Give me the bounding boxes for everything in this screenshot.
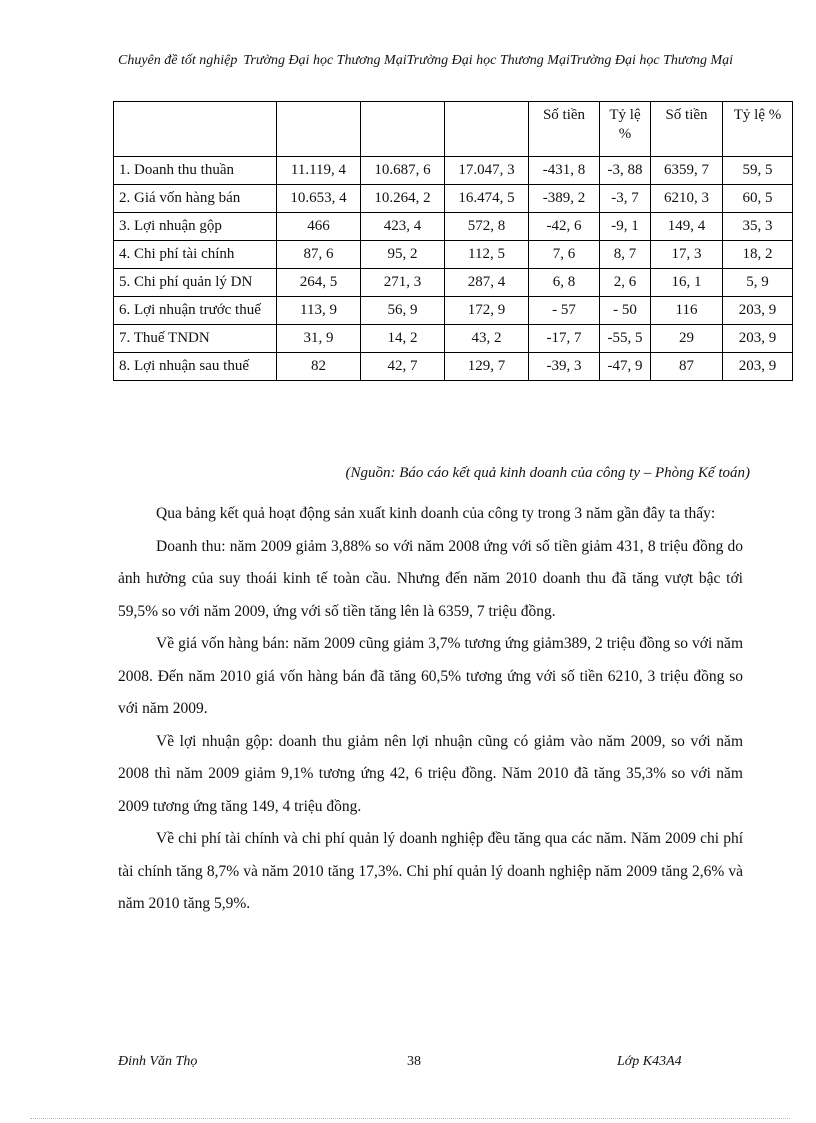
table-cell: -39, 3 — [529, 353, 600, 381]
paragraph-cogs: Về giá vốn hàng bán: năm 2009 cũng giảm 3,7% tương ứng giảm389, 2 triệu đồng so với năm 2008. Đến năm 2010 giá vốn hàng bán đã tăng 60,5% tương ứng với số tiền 6210, 3 triệu đồng so với năm 2009. — [118, 635, 743, 717]
table-cell: 423, 4 — [361, 213, 445, 241]
table-row — [114, 157, 793, 185]
table-cell: 116 — [651, 297, 723, 325]
table-row — [114, 269, 793, 297]
table-cell: -55, 5 — [600, 325, 651, 353]
table-cell: 29 — [651, 325, 723, 353]
table-cell: 10.653, 4 — [277, 185, 361, 213]
page-header — [118, 53, 816, 69]
analysis-text — [118, 498, 743, 921]
table-cell: -389, 2 — [529, 185, 600, 213]
table-cell: -42, 6 — [529, 213, 600, 241]
table-cell: 43, 2 — [445, 325, 529, 353]
table-row — [114, 353, 793, 381]
table-header-cell — [277, 102, 361, 157]
table-cell: -3, 88 — [600, 157, 651, 185]
paragraph-revenue: Doanh thu: năm 2009 giảm 3,88% so với năm 2008 ứng với số tiền giảm 431, 8 triệu đồng do ảnh hưởng của suy thoái kinh tế toàn cầu. Nhưng đến năm 2010 doanh thu đã tăng vượt bậc tới 59,5% so với năm 2009, ứng với số tiền tăng lên là 6359, 7 triệu đồng. — [118, 537, 743, 620]
table-cell: 10.687, 6 — [361, 157, 445, 185]
table-cell: 172, 9 — [445, 297, 529, 325]
table-header-cell — [445, 102, 529, 157]
table-row — [114, 325, 793, 353]
table-cell: 10.264, 2 — [361, 185, 445, 213]
table-cell: 17, 3 — [651, 241, 723, 269]
table-cell: 60, 5 — [723, 185, 793, 213]
row-label-cell: 6. Lợi nhuận trước thuế — [114, 297, 277, 325]
table-cell: 129, 7 — [445, 353, 529, 381]
table-cell: 2, 6 — [600, 269, 651, 297]
table-cell: 59, 5 — [723, 157, 793, 185]
table-cell: - 50 — [600, 297, 651, 325]
header-thesis-title: Chuyên đề tốt nghiệp — [118, 53, 238, 68]
table-header-cell — [114, 102, 277, 157]
page-bottom-divider — [30, 1118, 790, 1119]
table-cell: -9, 1 — [600, 213, 651, 241]
row-label-cell: 3. Lợi nhuận gộp — [114, 213, 277, 241]
footer-page-number: 38 — [407, 1054, 421, 1069]
table-row — [114, 213, 793, 241]
table-cell: 31, 9 — [277, 325, 361, 353]
table-cell: - 57 — [529, 297, 600, 325]
table-cell: 5, 9 — [723, 269, 793, 297]
row-label-cell: 4. Chi phí tài chính — [114, 241, 277, 269]
table-header-cell: Tỷ lệ % — [600, 102, 651, 157]
table-cell: 18, 2 — [723, 241, 793, 269]
table-cell: 203, 9 — [723, 325, 793, 353]
table-cell: 35, 3 — [723, 213, 793, 241]
table-cell: 287, 4 — [445, 269, 529, 297]
table-cell: 87 — [651, 353, 723, 381]
table-body — [114, 102, 793, 381]
table-cell: 8, 7 — [600, 241, 651, 269]
table-cell: 56, 9 — [361, 297, 445, 325]
table-cell: 95, 2 — [361, 241, 445, 269]
table-cell: 87, 6 — [277, 241, 361, 269]
table-cell: 271, 3 — [361, 269, 445, 297]
table-cell: 6359, 7 — [651, 157, 723, 185]
table-cell: 17.047, 3 — [445, 157, 529, 185]
business-results-table — [113, 101, 793, 381]
footer-author: Đinh Văn Thọ — [118, 1054, 198, 1069]
table-cell: -3, 7 — [600, 185, 651, 213]
row-label-cell: 5. Chi phí quản lý DN — [114, 269, 277, 297]
table-cell: 16, 1 — [651, 269, 723, 297]
table-cell: 149, 4 — [651, 213, 723, 241]
table-cell: 6, 8 — [529, 269, 600, 297]
paragraph-gross-profit: Về lợi nhuận gộp: doanh thu giảm nên lợi nhuận cũng có giảm vào năm 2009, so với năm 2008 thì năm 2009 giảm 9,1% tương ứng 42, 6 triệu đồng. Năm 2010 đã tăng 35,3% so với năm 2009 tương ứng tăng 149, 4 triệu đồng. — [118, 732, 743, 815]
table-cell: 203, 9 — [723, 297, 793, 325]
row-label-cell: 7. Thuế TNDN — [114, 325, 277, 353]
table-source-note: (Nguồn: Báo cáo kết quả kinh doanh của công ty – Phòng Kế toán) — [345, 465, 750, 481]
table-cell: 264, 5 — [277, 269, 361, 297]
table-cell: 7, 6 — [529, 241, 600, 269]
table-cell: 82 — [277, 353, 361, 381]
table-cell: 42, 7 — [361, 353, 445, 381]
table-cell: -431, 8 — [529, 157, 600, 185]
table-cell: 113, 9 — [277, 297, 361, 325]
row-label-cell: 1. Doanh thu thuần — [114, 157, 277, 185]
paragraph-intro: Qua bảng kết quả hoạt động sản xuất kinh doanh của công ty trong 3 năm gần đây ta thấy: — [156, 505, 716, 522]
table-cell: 6210, 3 — [651, 185, 723, 213]
table-header-cell — [361, 102, 445, 157]
table-header-cell: Số tiền — [529, 102, 600, 157]
table-cell: -17, 7 — [529, 325, 600, 353]
table-cell: 11.119, 4 — [277, 157, 361, 185]
table-cell: 112, 5 — [445, 241, 529, 269]
table-row — [114, 241, 793, 269]
table-cell: 572, 8 — [445, 213, 529, 241]
table-header-cell: Số tiền — [651, 102, 723, 157]
table-cell: 16.474, 5 — [445, 185, 529, 213]
table-cell: 14, 2 — [361, 325, 445, 353]
table-row — [114, 297, 793, 325]
row-label-cell: 2. Giá vốn hàng bán — [114, 185, 277, 213]
header-school-name: Trường Đại học Thương MạiTrường Đại học Thương MạiTrường Đại học Thương Mại — [243, 53, 734, 68]
footer-class: Lớp K43A4 — [617, 1054, 682, 1069]
row-label-cell: 8. Lợi nhuận sau thuế — [114, 353, 277, 381]
table-cell: 203, 9 — [723, 353, 793, 381]
table-header-row — [114, 102, 793, 157]
paragraph-expenses: Về chi phí tài chính và chi phí quản lý doanh nghiệp đều tăng qua các năm. Năm 2009 chi phí tài chính tăng 8,7% và năm 2010 tăng 17,3%. Chi phí quản lý doanh nghiệp năm 2009 tăng 2,6% và năm 2010 tăng 5,9%. — [118, 830, 743, 912]
table-row — [114, 185, 793, 213]
table-header-cell: Tỷ lệ % — [723, 102, 793, 157]
table-cell: 466 — [277, 213, 361, 241]
table-cell: -47, 9 — [600, 353, 651, 381]
